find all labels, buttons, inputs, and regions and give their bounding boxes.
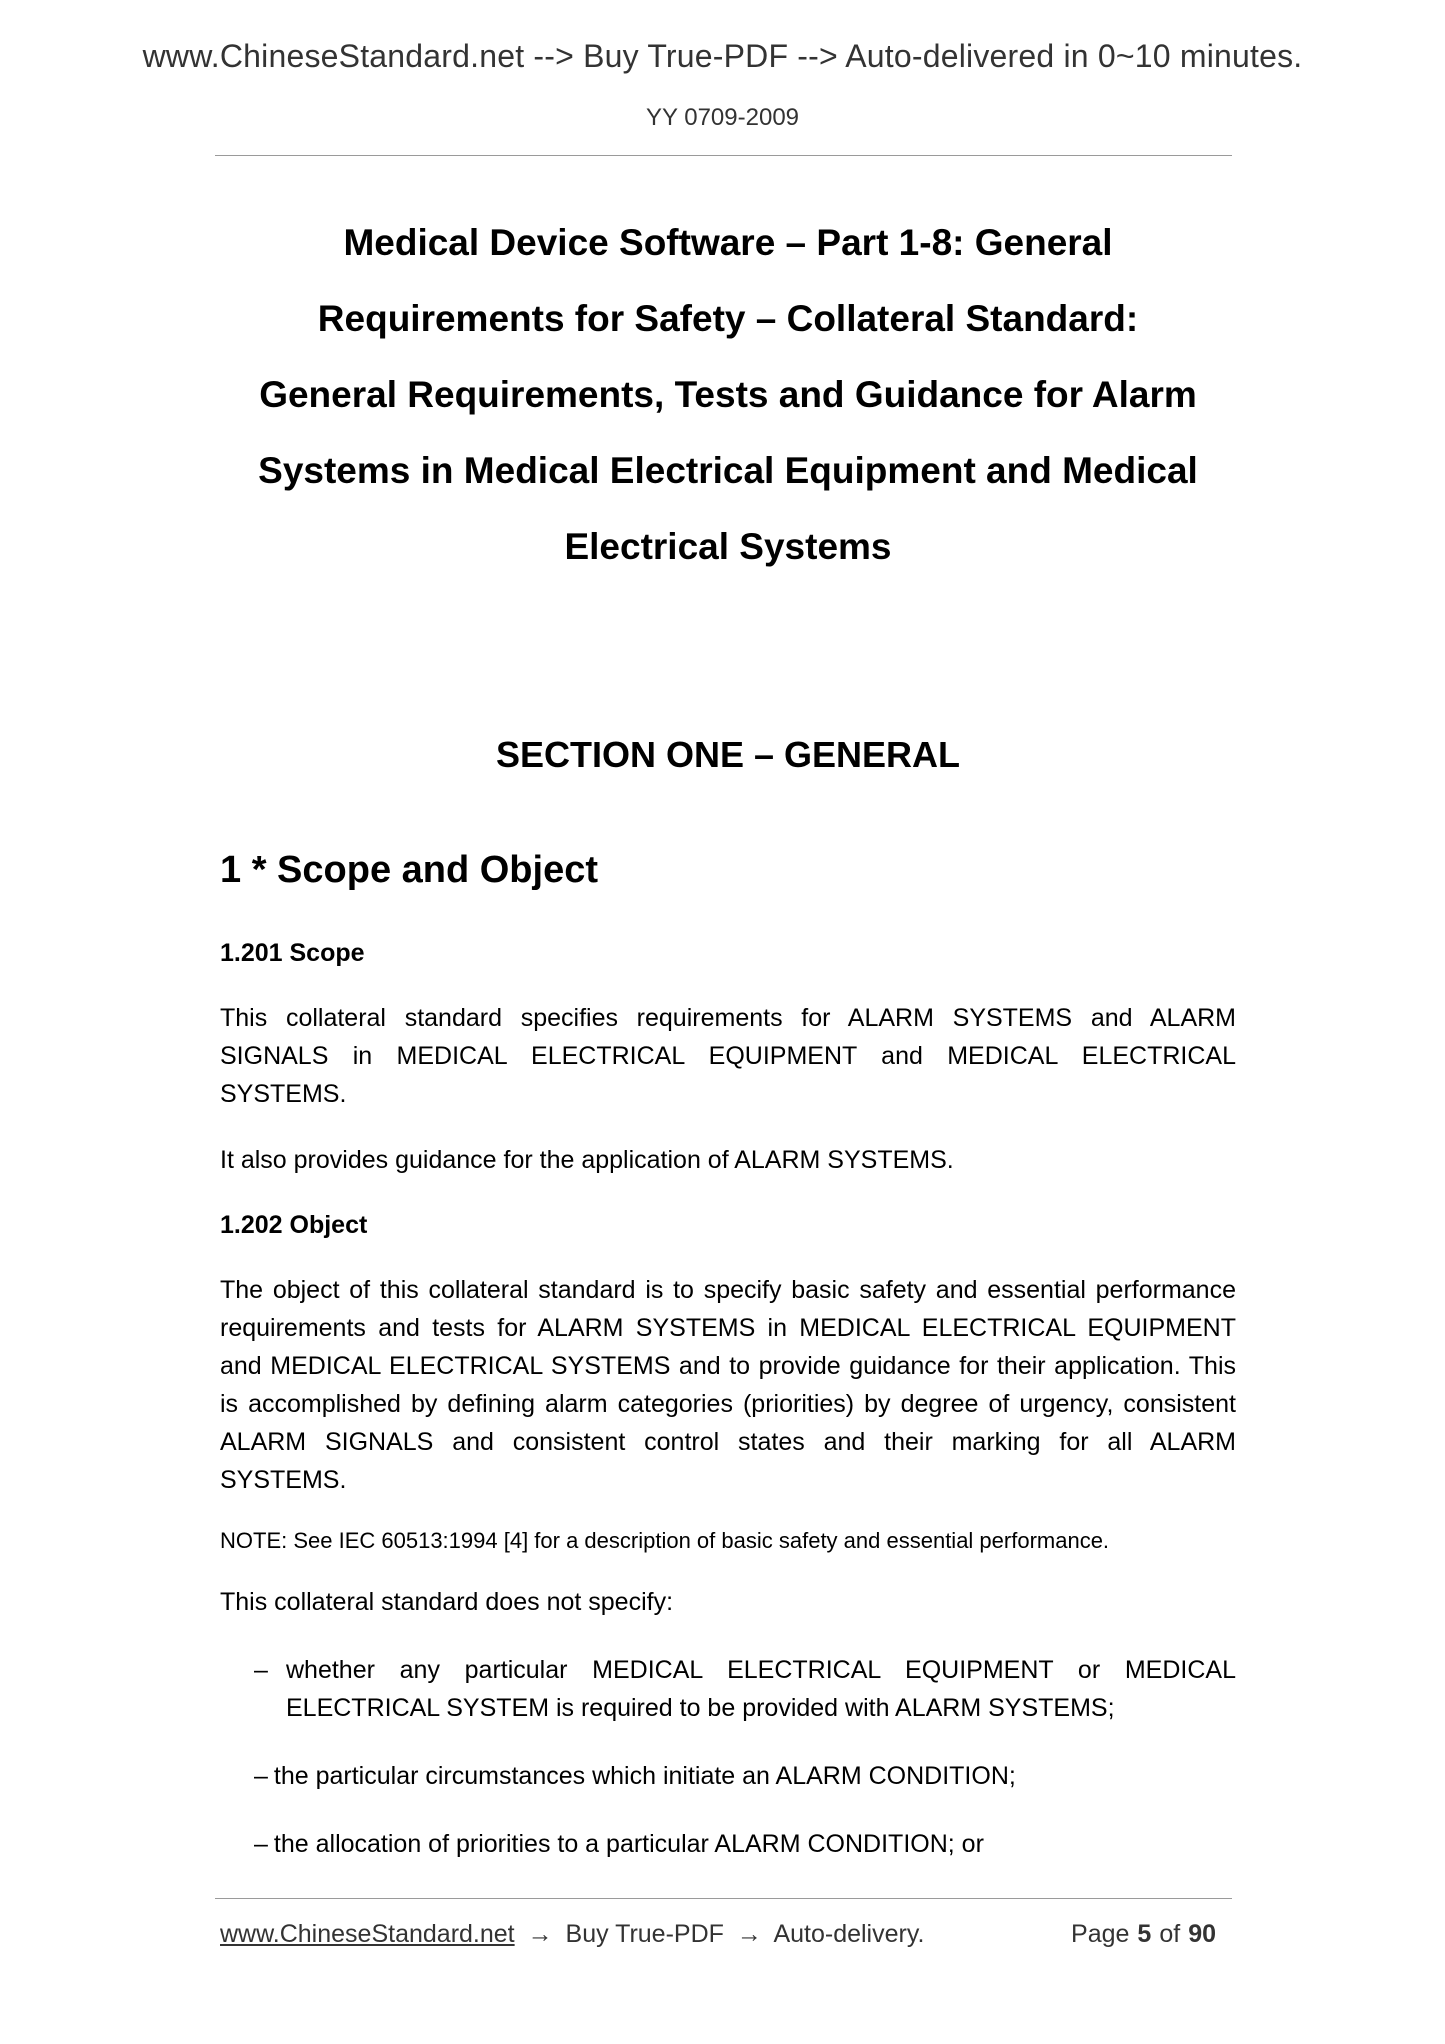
- footer-links: [220, 1920, 924, 1949]
- page-number: [1071, 1920, 1224, 1949]
- title-line: Systems in Medical Electrical Equipment and Medical: [258, 450, 1198, 491]
- list-item: [254, 1651, 1236, 1727]
- footer-divider: [215, 1898, 1232, 1899]
- list-item-text: the allocation of priorities to a particular ALARM CONDITION; or: [273, 1830, 984, 1858]
- buy-text: Buy True-PDF: [565, 1920, 724, 1948]
- list-item: [254, 1825, 1236, 1863]
- current-page: 5: [1137, 1920, 1152, 1948]
- document-code: YY 0709-2009: [645, 104, 800, 131]
- object-paragraph: The object of this collateral standard is to specify basic safety and essential performance requirements and tests for ALARM SYSTEMS in MEDICAL ELECTRICAL EQUIPMENT and MEDICAL ELECTRICAL SYSTEMS and to provide guidance for their application. This is accomplished by defining alarm categories (priorities) by degree of urgency, consistent ALARM SIGNALS and consistent control states and their marking for all ALARM SYSTEMS.: [220, 1276, 1236, 1494]
- object-heading: 1.202 Object: [220, 1211, 368, 1239]
- list-item: [254, 1757, 1236, 1795]
- title-line: Electrical Systems: [564, 526, 892, 567]
- arrow-icon: →: [527, 1920, 553, 1948]
- list-intro: This collateral standard does not specify:: [220, 1588, 674, 1616]
- title-line: Requirements for Safety – Collateral Standard:: [317, 298, 1139, 339]
- note-text: NOTE: See IEC 60513:1994 [4] for a description of basic safety and essential performance.: [220, 1528, 1110, 1553]
- title-line: Medical Device Software – Part 1-8: General: [343, 222, 1113, 263]
- dash-marker: –: [254, 1830, 268, 1858]
- clause-heading: 1 * Scope and Object: [220, 849, 598, 891]
- document-title: [200, 205, 1256, 585]
- arrow-icon: →: [736, 1920, 762, 1948]
- header-divider: [215, 155, 1232, 156]
- list-item-text: whether any particular MEDICAL ELECTRICAL EQUIPMENT or MEDICAL ELECTRICAL SYSTEM is required to be provided with ALARM SYSTEMS;: [286, 1656, 1236, 1722]
- page-content: [220, 205, 1236, 1863]
- dash-marker: –: [254, 1656, 268, 1684]
- top-banner: www.ChineseStandard.net --> Buy True-PDF --> Auto-delivered in 0~10 minutes.: [142, 38, 1303, 74]
- delivery-text: Auto-delivery.: [773, 1920, 925, 1948]
- list-item-text: the particular circumstances which initiate an ALARM CONDITION;: [273, 1762, 1016, 1790]
- page-footer: [220, 1920, 1232, 1960]
- site-link[interactable]: www.ChineseStandard.net: [220, 1920, 515, 1948]
- scope-heading: 1.201 Scope: [220, 939, 365, 967]
- dash-marker: –: [254, 1762, 268, 1790]
- page-label: Page: [1071, 1920, 1130, 1948]
- total-pages: 90: [1188, 1920, 1216, 1948]
- scope-paragraph: This collateral standard specifies requirements for ALARM SYSTEMS and ALARM SIGNALS in MEDICAL ELECTRICAL EQUIPMENT and MEDICAL ELECTRICAL SYSTEMS.: [220, 1004, 1236, 1108]
- scope-paragraph: It also provides guidance for the application of ALARM SYSTEMS.: [220, 1146, 954, 1174]
- title-line: General Requirements, Tests and Guidance for Alarm: [259, 374, 1197, 415]
- section-title: SECTION ONE – GENERAL: [495, 734, 961, 775]
- of-label: of: [1159, 1920, 1181, 1948]
